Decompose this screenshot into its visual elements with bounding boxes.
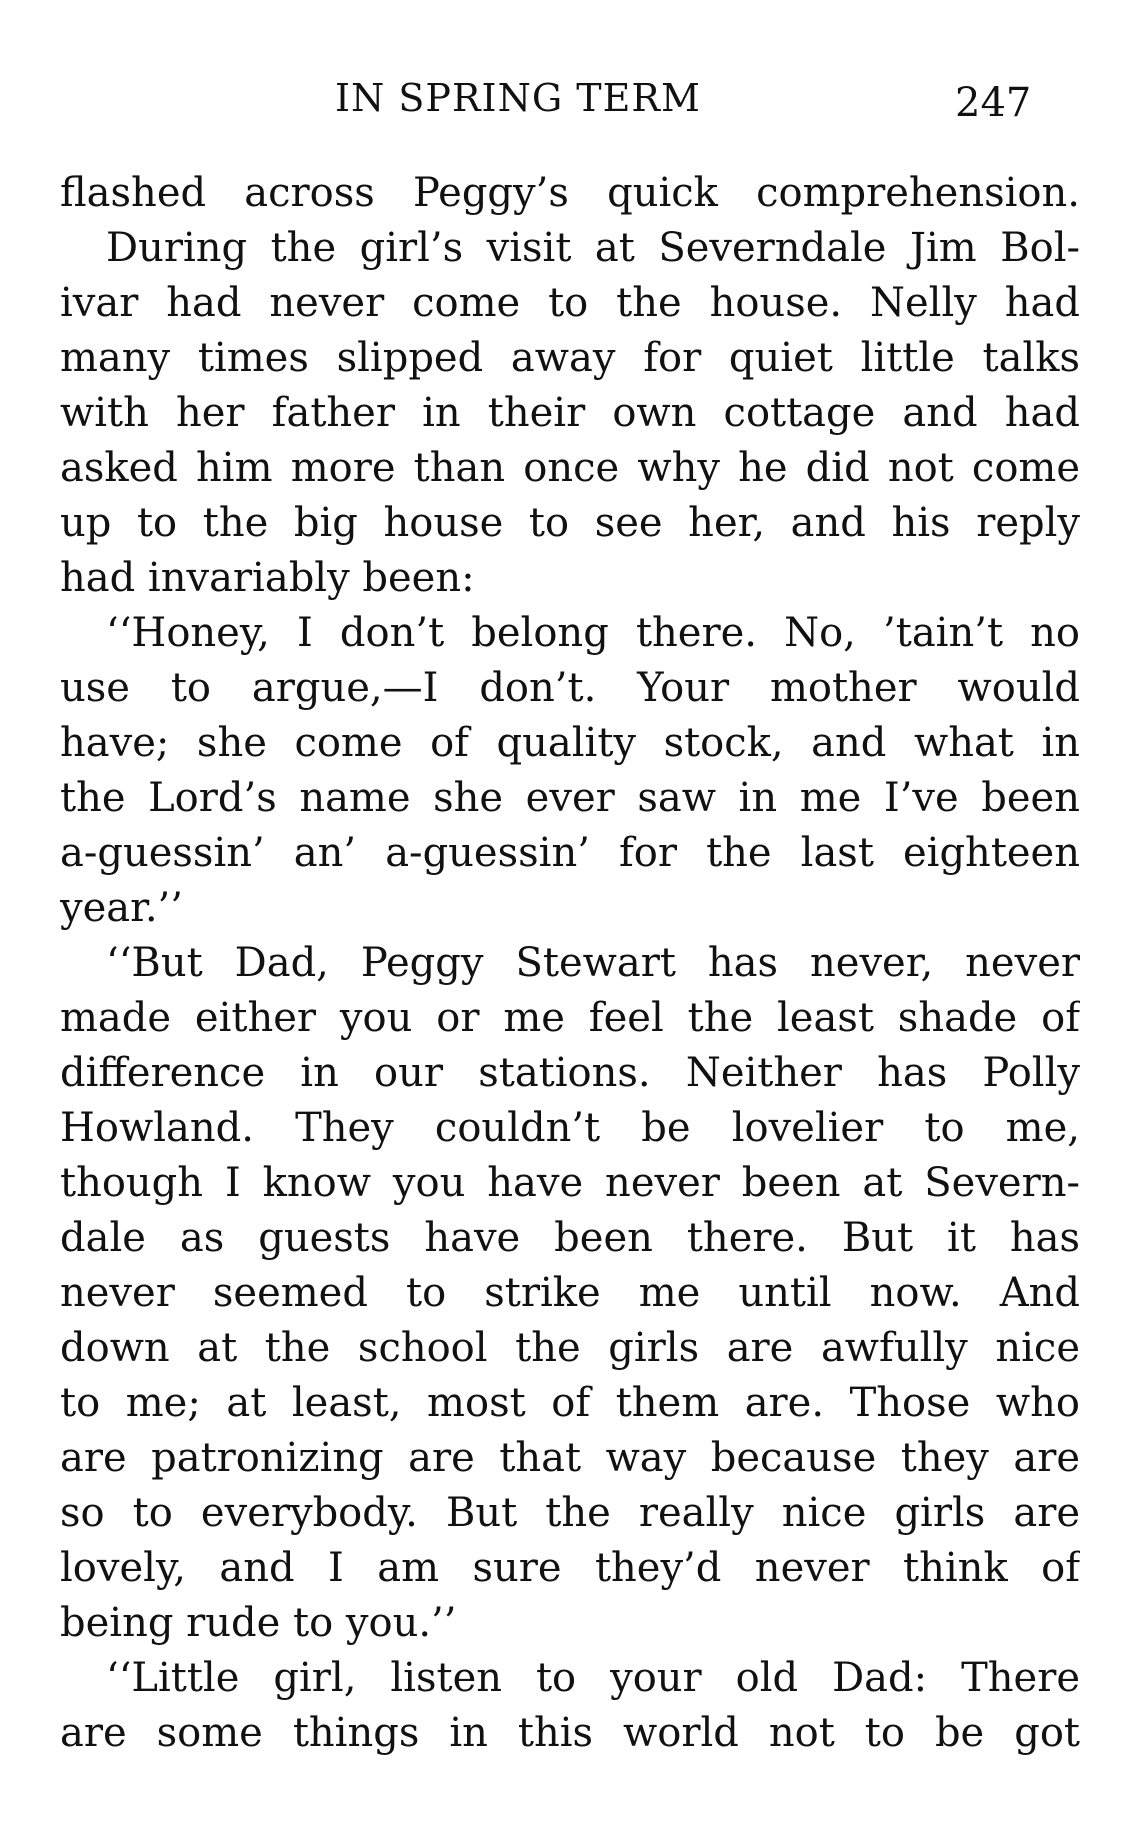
running-head: IN SPRING TERM <box>335 76 701 120</box>
text-line: the Lord’s name she ever saw in me I’ve been <box>60 775 1080 821</box>
text-line: down at the school the girls are awfully nice <box>60 1325 1080 1371</box>
text-line: Howland. They couldn’t be lovelier to me, <box>60 1105 1080 1151</box>
text-line: have; she come of quality stock, and what in <box>60 720 1080 766</box>
text-line: asked him more than once why he did not come <box>60 445 1080 491</box>
body-text <box>60 166 1080 1761</box>
text-line: many times slipped away for quiet little talks <box>60 335 1080 381</box>
page-number: 247 <box>955 80 1032 126</box>
text-line: never seemed to strike me until now. And <box>60 1270 1080 1316</box>
text-line: are patronizing are that way because they are <box>60 1435 1080 1481</box>
text-line: ‘‘Little girl, listen to your old Dad: There <box>106 1655 1080 1701</box>
text-line: being rude to you.’’ <box>60 1600 457 1646</box>
text-line: are some things in this world not to be got <box>60 1710 1080 1756</box>
text-line: ‘‘Honey, I don’t belong there. No, ’tain’t no <box>106 610 1080 656</box>
text-line: ‘‘But Dad, Peggy Stewart has never, never <box>106 940 1080 986</box>
text-line: a-guessin’ an’ a-guessin’ for the last eighteen <box>60 830 1080 876</box>
text-line: dale as guests have been there. But it has <box>60 1215 1080 1261</box>
text-line: flashed across Peggy’s quick comprehension. <box>60 170 1080 216</box>
text-line: difference in our stations. Neither has Polly <box>60 1050 1080 1096</box>
text-line: made either you or me feel the least shade of <box>60 995 1080 1041</box>
text-line: use to argue,—I don’t. Your mother would <box>60 665 1080 711</box>
text-line: During the girl’s visit at Severndale Jim Bol- <box>106 225 1080 271</box>
text-line: so to everybody. But the really nice girls are <box>60 1490 1080 1536</box>
text-line: to me; at least, most of them are. Those who <box>60 1380 1080 1426</box>
text-line: year.’’ <box>60 885 183 931</box>
text-line: ivar had never come to the house. Nelly had <box>60 280 1080 326</box>
text-line: had invariably been: <box>60 555 475 601</box>
text-line: with her father in their own cottage and had <box>60 390 1080 436</box>
text-line: lovely, and I am sure they’d never think of <box>60 1545 1080 1591</box>
text-line: though I know you have never been at Severn- <box>60 1160 1080 1206</box>
text-line: up to the big house to see her, and his reply <box>60 500 1080 546</box>
